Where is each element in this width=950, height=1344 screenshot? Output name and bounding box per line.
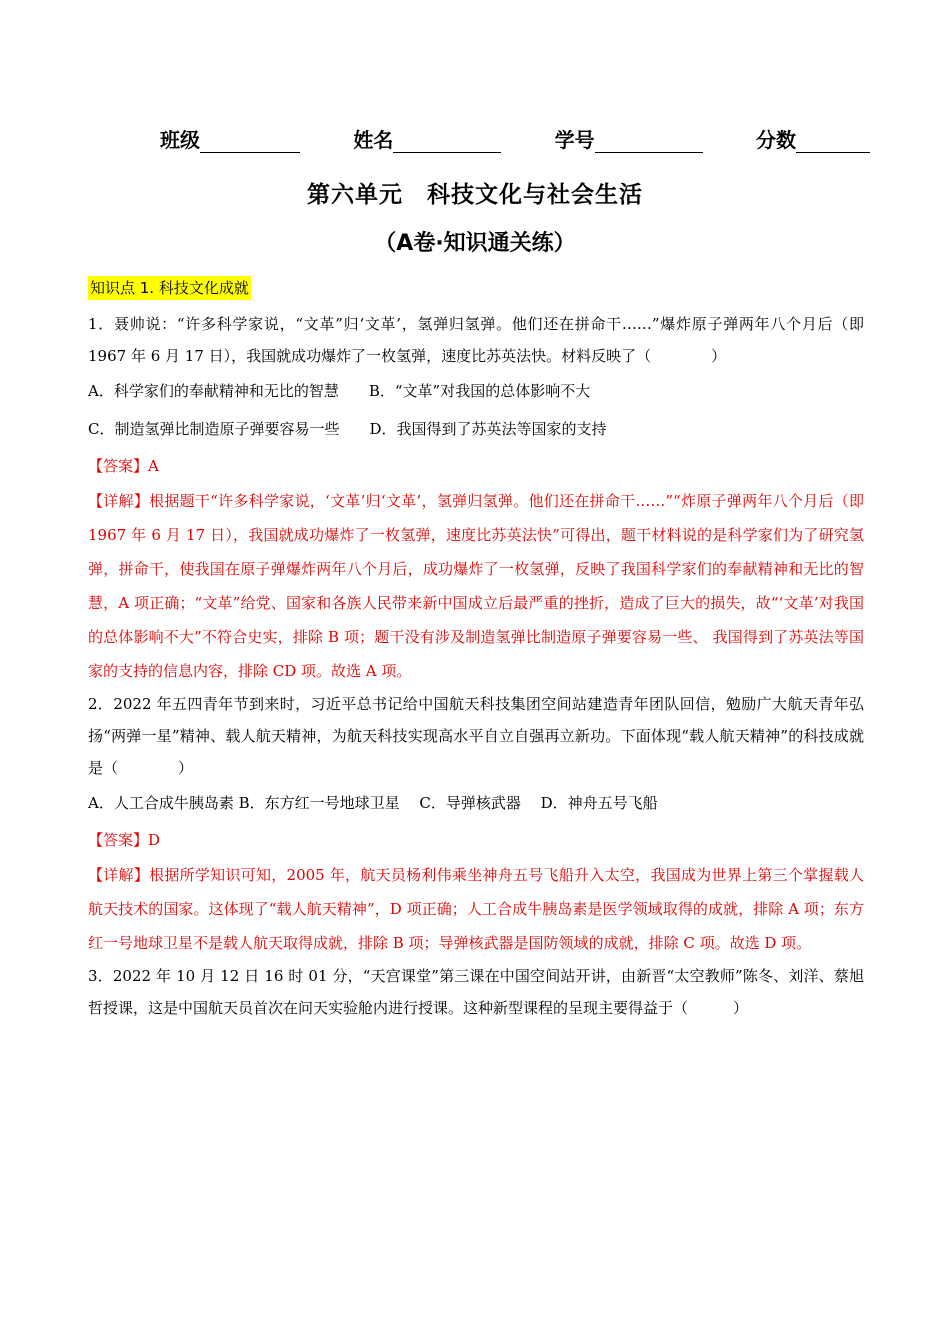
question-3-stem: 3．2022 年 10 月 12 日 16 时 01 分，“天宫课堂”第三课在中国空间站开讲，由新晋“太空教师”陈冬、刘洋、蔡旭哲授课，这是中国航天员首次在问天实验舱内进行授课。这种新型课程的呈现主要得益于（ ） — [88, 967, 864, 1017]
student-id-blank[interactable] — [595, 130, 703, 153]
score-blank[interactable] — [796, 130, 870, 153]
student-info-fields — [160, 124, 870, 153]
document-body — [88, 272, 864, 1024]
score-label: 分数 — [755, 128, 796, 152]
score-field[interactable] — [756, 124, 870, 153]
student-id-field[interactable] — [555, 124, 703, 153]
name-label: 姓名 — [353, 128, 394, 152]
student-id-label: 学号 — [554, 128, 595, 152]
question-1-answer: 【答案】A — [88, 457, 159, 475]
name-field[interactable] — [353, 124, 501, 153]
question-3 — [88, 960, 864, 1024]
question-1-options-cd: C．制造氢弹比制造原子弹要容易一些 D．我国得到了苏英法等国家的支持 — [88, 420, 607, 438]
name-blank[interactable] — [393, 130, 501, 153]
question-2-stem: 2．2022 年五四青年节到来时，习近平总书记给中国航天科技集团空间站建造青年团队回信，勉励广大航天青年弘扬“两弹一星”精神、载人航天精神，为航天科技实现高水平自立自强再立新功。下面体现“载人航天精神”的科技成就是（ ） — [88, 695, 864, 777]
paper-subtitle: （A卷·知识通关练） — [374, 231, 576, 256]
question-1-stem: 1．聂帅说：“许多科学家说，“文革”归‘文革’，氢弹归氢弹。他们还在拼命干……”爆炸原子弹两年八个月后（即 1967 年 6 月 17 日），我国就成功爆炸了一枚氢弹，速度比苏英法快。材料反映了（ ） — [88, 315, 864, 365]
class-label: 班级 — [160, 128, 200, 152]
question-2-answer: 【答案】D — [88, 831, 161, 849]
question-2 — [88, 688, 864, 960]
knowledge-point-heading: 知识点 1. 科技文化成就 — [88, 276, 251, 300]
question-1-explanation: 【详解】根据题干“许多科学家说，‘文革’归‘文革’，氢弹归氢弹。他们还在拼命干……”“炸原子弹两年八个月后（即 1967 年 6 月 17 日），我国就成功爆炸了一枚氢弹，速度比苏英法快”可得出，题干材料说的是科学家们为了研究氢弹，拼命干，使我国在原子弹爆炸两年八个月后，成功爆炸了一枚氢弹，反映了我国科学家们的奉献精神和无比的智慧，A 项正确；“文革”给党、国家和各族人民带来新中国成立后最严重的挫折，造成了巨大的损失，故“‘文革’对我国的总体影响不大”不符合史实，排除 B 项；题干没有涉及制造氢弹比制造原子弹要容易一些、 我国得到了苏英法等国家的支持的信息内容，排除 CD 项。故选 A 项。 — [88, 492, 864, 680]
question-2-options: A．人工合成牛胰岛素 B．东方红一号地球卫星 C．导弹核武器 D．神舟五号飞船 — [88, 794, 658, 812]
class-blank[interactable] — [200, 130, 300, 153]
question-1 — [88, 308, 864, 688]
question-1-options-ab: A．科学家们的奉献精神和无比的智慧 B．“文革”对我国的总体影响不大 — [88, 382, 591, 400]
unit-title: 第六单元 科技文化与社会生活 — [307, 182, 643, 208]
class-field[interactable] — [160, 124, 300, 153]
question-2-explanation: 【详解】根据所学知识可知，2005 年，航天员杨利伟乘坐神舟五号飞船升入太空，我国成为世界上第三个掌握载人航天技术的国家。这体现了“载人航天精神”，D 项正确；人工合成牛胰岛素是医学领域取得的成就，排除 A 项；东方红一号地球卫星不是载人航天取得成就，排除 B 项；导弹核武器是国防领域的成就，排除 C 项。故选 D 项。 — [88, 866, 864, 952]
